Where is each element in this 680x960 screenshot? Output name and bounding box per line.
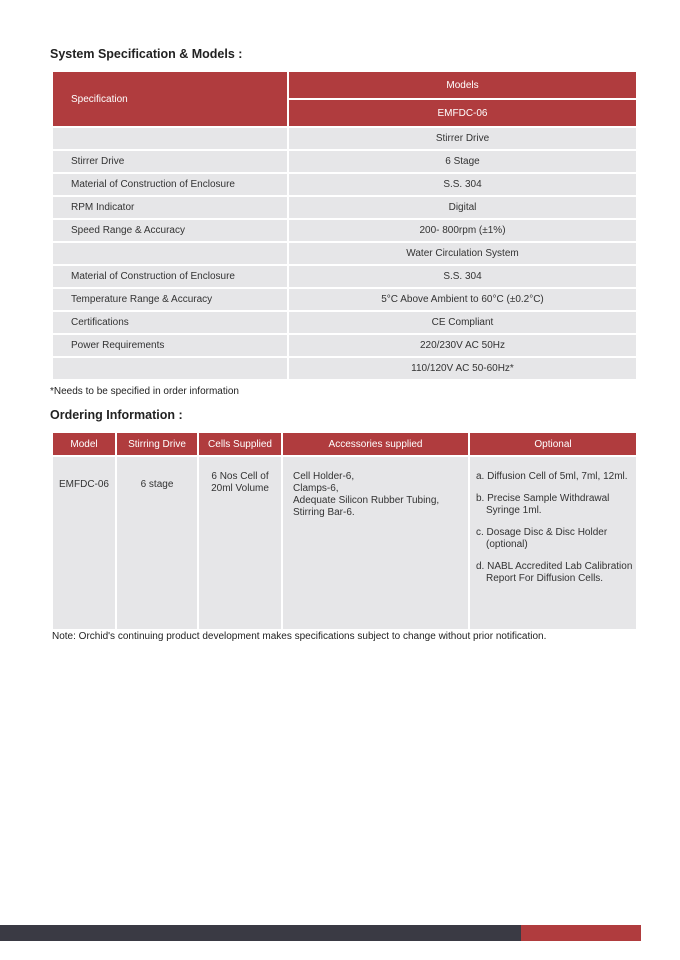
spec-value: Water Circulation System bbox=[288, 242, 637, 265]
spec-label bbox=[52, 127, 288, 150]
order-section-title: Ordering Information : bbox=[50, 408, 183, 422]
spec-label: Stirrer Drive bbox=[52, 150, 288, 173]
spec-label: Material of Construction of Enclosure bbox=[52, 265, 288, 288]
spec-row bbox=[52, 334, 637, 357]
spec-value: S.S. 304 bbox=[288, 265, 637, 288]
accessory-item: Cell Holder-6, bbox=[293, 471, 355, 482]
col-optional: Optional bbox=[469, 432, 637, 456]
col-accessories: Accessories supplied bbox=[282, 432, 469, 456]
models-header: Models bbox=[288, 71, 637, 99]
spec-label: Material of Construction of Enclosure bbox=[52, 173, 288, 196]
spec-row bbox=[52, 219, 637, 242]
accessory-item: Clamps-6, bbox=[293, 483, 339, 494]
order-accessories bbox=[282, 456, 469, 630]
spec-row bbox=[52, 288, 637, 311]
spec-row bbox=[52, 265, 637, 288]
spec-value: 220/230V AC 50Hz bbox=[288, 334, 637, 357]
footnote: *Needs to be specified in order information bbox=[50, 386, 239, 397]
spec-label: Certifications bbox=[52, 311, 288, 334]
order-drive: 6 stage bbox=[116, 456, 198, 630]
spec-row bbox=[52, 127, 637, 150]
footer-bar-accent bbox=[521, 925, 641, 941]
specification-table bbox=[51, 70, 638, 381]
order-cells: 6 Nos Cell of 20ml Volume bbox=[198, 456, 282, 630]
spec-value: CE Compliant bbox=[288, 311, 637, 334]
accessory-item: Stirring Bar-6. bbox=[293, 507, 355, 518]
spec-label: Temperature Range & Accuracy bbox=[52, 288, 288, 311]
optional-item: b. Precise Sample Withdrawal Syringe 1ml. bbox=[476, 493, 610, 516]
spec-label bbox=[52, 242, 288, 265]
order-model: EMFDC-06 bbox=[52, 456, 116, 630]
optional-item: d. NABL Accredited Lab Calibration Report For Diffusion Cells. bbox=[476, 561, 633, 584]
spec-row bbox=[52, 311, 637, 334]
spec-label bbox=[52, 357, 288, 380]
spec-row bbox=[52, 357, 637, 380]
spec-value: 200- 800rpm (±1%) bbox=[288, 219, 637, 242]
order-optional bbox=[469, 456, 637, 630]
model-header: EMFDC-06 bbox=[288, 99, 637, 127]
spec-header: Specification bbox=[52, 71, 288, 127]
col-model: Model bbox=[52, 432, 116, 456]
spec-value: 6 Stage bbox=[288, 150, 637, 173]
spec-value: 5°C Above Ambient to 60°C (±0.2°C) bbox=[288, 288, 637, 311]
spec-row bbox=[52, 173, 637, 196]
spec-row bbox=[52, 242, 637, 265]
spec-value: Stirrer Drive bbox=[288, 127, 637, 150]
col-stirring-drive: Stirring Drive bbox=[116, 432, 198, 456]
spec-value: 110/120V AC 50-60Hz* bbox=[288, 357, 637, 380]
footer-bar-dark bbox=[0, 925, 521, 941]
spec-label: Speed Range & Accuracy bbox=[52, 219, 288, 242]
spec-value: Digital bbox=[288, 196, 637, 219]
spec-section-title: System Specification & Models : bbox=[50, 47, 243, 61]
disclaimer-note: Note: Orchid's continuing product development makes specifications subject to change without prior notification. bbox=[52, 631, 547, 642]
spec-value: S.S. 304 bbox=[288, 173, 637, 196]
optional-item: a. Diffusion Cell of 5ml, 7ml, 12ml. bbox=[476, 471, 628, 482]
accessory-item: Adequate Silicon Rubber Tubing, bbox=[293, 495, 440, 506]
spec-label: Power Requirements bbox=[52, 334, 288, 357]
spec-row bbox=[52, 150, 637, 173]
spec-row bbox=[52, 196, 637, 219]
spec-label: RPM Indicator bbox=[52, 196, 288, 219]
ordering-table bbox=[51, 431, 638, 631]
optional-item: c. Dosage Disc & Disc Holder (optional) bbox=[476, 527, 608, 550]
col-cells-supplied: Cells Supplied bbox=[198, 432, 282, 456]
